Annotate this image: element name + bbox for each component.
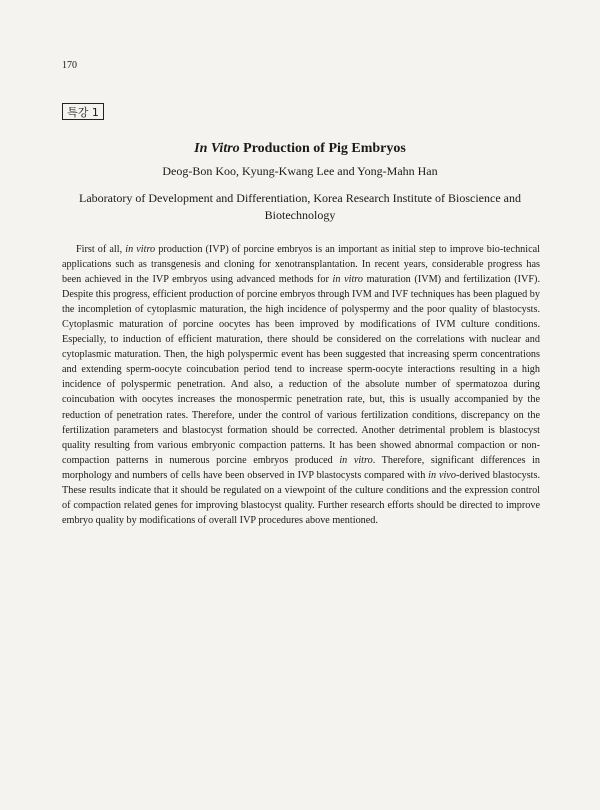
page-number: 170 xyxy=(62,60,77,71)
title-rest: Production of Pig Embryos xyxy=(239,141,406,156)
abstract-text: First of all, xyxy=(76,244,126,255)
abstract-italic-term: in vitro xyxy=(339,454,373,466)
abstract-text: production (IVP) of porcine embryos is an important as initial step to improve bio-technical applications such as transgenesis and cloning for xenotransplantation. In recent years, considerable progress has been achieved in the IVP embryos using advanced methods for xyxy=(62,244,540,286)
abstract-italic-term: in vivo xyxy=(428,469,456,481)
affiliation: Laboratory of Development and Differentiation, Korea Research Institute of Bioscience and Biotechnology xyxy=(79,191,521,222)
title-italic: In Vitro xyxy=(194,141,240,156)
paper-title xyxy=(0,141,600,157)
authors: Deog-Bon Koo, Kyung-Kwang Lee and Yong-Mahn Han xyxy=(162,164,438,178)
abstract-body xyxy=(62,242,540,528)
abstract-text: -derived blastocysts. These results indicate that it should be regulated on a viewpoint of the culture conditions and the expression control of compaction related genes for improving blastocyst quality. Further research efforts should be directed to improve embryo quality by modifications of overall IVP procedures above mentioned. xyxy=(62,469,540,526)
abstract-italic-term: in vitro xyxy=(332,274,363,286)
abstract-text: maturation (IVM) and fertilization (IVF). Despite this progress, efficient production of porcine embryos through IVM and IVF techniques has been plagued by the incompletion of cytoplasmic maturation, the high incidence of polyspermy and the poor quality of blastocysts. Cytoplasmic maturation of porcine oocytes has been improved by modifications of IVM culture conditions. Especially, to induction of efficient maturation, there should be considered on the correlations with nuclear and cytoplasmic maturation. Then, the high polyspermic event has been suggested that increasing sperm concentrations and extending sperm-oocyte coincubation period tend to increase sperm-oocyte interactions resulting in a high incidence of polyspermic penetration. And also, a reduction of the absolute number of spermatozoa during coincubation with oocytes increases the monospermic penetration rate, but, this is usually accompanied by the reduction of penetration rates. Therefore, under the control of various fertilization conditions, discrepancy on the fertilization parameters and blastocyst formation should be corrected. Another detrimental problem is blastocyst quality resulting from various embryonic compaction patterns. It has been showed abnormal compaction or non-compaction patterns in numerous porcine embryos produced xyxy=(62,274,540,466)
abstract-text: . Therefore, significant differences in morphology and numbers of cells have been observed in IVP blastocysts compared with xyxy=(62,454,540,481)
abstract-italic-term: in vitro xyxy=(125,244,156,255)
section-tag: 특강 1 xyxy=(62,103,104,120)
